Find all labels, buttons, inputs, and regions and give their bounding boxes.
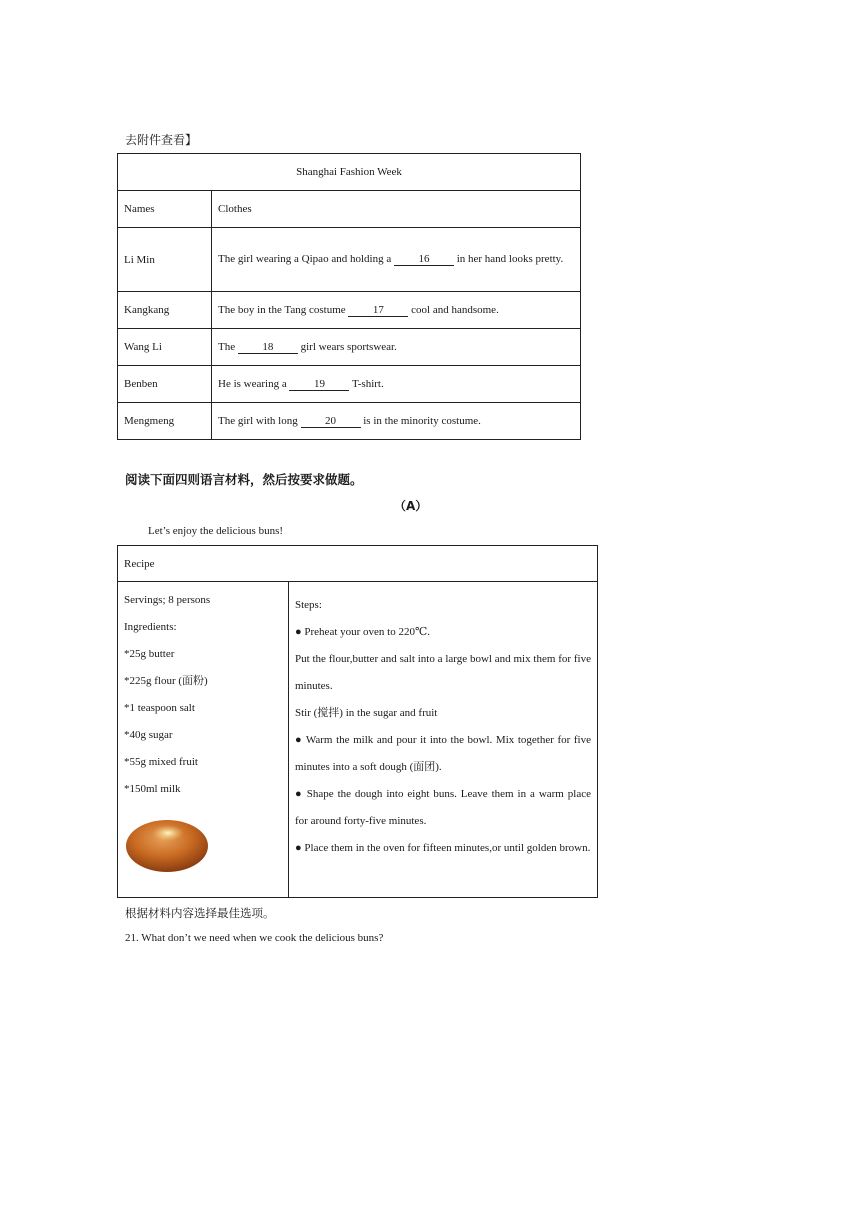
answer-blank: 16 (394, 253, 454, 266)
column-header-clothes: Clothes (212, 191, 581, 228)
ingredient-item: *25g butter (124, 648, 175, 660)
answer-blank: 20 (301, 415, 361, 428)
bun-image (124, 813, 210, 873)
table-row (118, 366, 581, 403)
row-name: Benben (118, 366, 212, 403)
step-item: ● Shape the dough into eight buns. Leave them in a warm place for around forty-five minutes. (295, 788, 591, 827)
row-name: Kangkang (118, 292, 212, 329)
row-name: Wang Li (118, 329, 212, 366)
section-heading: 阅读下面四则语言材料，然后按要求做题。 (125, 472, 363, 487)
intro-text: 去附件查看】 (125, 133, 198, 147)
servings-text: Servings; 8 persons (124, 594, 211, 606)
row-clothes: The 18 girl wears sportswear. (212, 329, 581, 366)
table-row (118, 329, 581, 366)
row-clothes: The girl wearing a Qipao and holding a 16 in her hand looks pretty. (212, 228, 581, 292)
recipe-table (117, 545, 598, 898)
question-21: 21. What don’t we need when we cook the delicious buns? (125, 932, 384, 944)
row-name: Li Min (118, 228, 212, 292)
row-name: Mengmeng (118, 403, 212, 440)
ingredient-item: *55g mixed fruit (124, 756, 198, 768)
step-item: Put the flour,butter and salt into a large bowl and mix them for five minutes. (295, 653, 591, 692)
step-item: ● Place them in the oven for fifteen minutes,or until golden brown. (295, 842, 591, 854)
answer-blank: 18 (238, 341, 298, 354)
steps-cell (289, 582, 598, 898)
section-label-a: （A） (394, 499, 428, 513)
row-clothes: The boy in the Tang costume 17 cool and handsome. (212, 292, 581, 329)
table-row (118, 292, 581, 329)
step-item: ● Warm the milk and pour it into the bowl. Mix together for five minutes into a soft dough (面团). (295, 734, 591, 773)
fashion-week-table (117, 153, 581, 440)
ingredients-cell (118, 582, 289, 898)
step-item: ● Preheat your oven to 220℃. (295, 626, 431, 638)
row-clothes: The girl with long 20 is in the minority costume. (212, 403, 581, 440)
ingredient-item: *225g flour (面粉) (124, 675, 208, 687)
answer-blank: 19 (289, 378, 349, 391)
ingredient-item: *40g sugar (124, 729, 173, 741)
table-row (118, 228, 581, 292)
ingredients-label: Ingredients: (124, 621, 177, 633)
table-row (118, 403, 581, 440)
recipe-header: Recipe (118, 546, 598, 582)
ingredient-item: *150ml milk (124, 783, 181, 795)
table-title: Shanghai Fashion Week (118, 154, 581, 191)
answer-blank: 17 (348, 304, 408, 317)
step-item: Stir (搅拌) in the sugar and fruit (295, 707, 438, 719)
ingredient-item: *1 teaspoon salt (124, 702, 195, 714)
column-header-names: Names (118, 191, 212, 228)
question-instruction: 根据材料内容选择最佳选项。 (125, 908, 275, 920)
row-clothes: He is wearing a 19 T-shirt. (212, 366, 581, 403)
recipe-intro: Let’s enjoy the delicious buns! (148, 525, 284, 537)
steps-label: Steps: (295, 599, 322, 611)
